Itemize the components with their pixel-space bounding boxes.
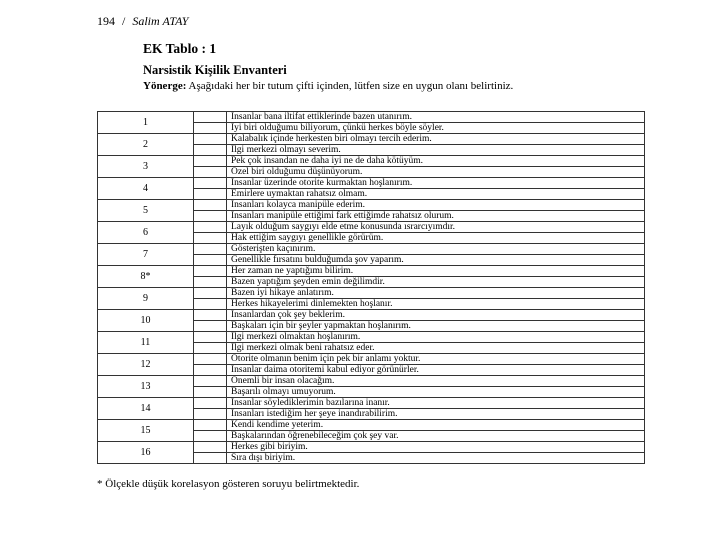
answer-box[interactable] (194, 398, 227, 409)
statement-text: İnsanları kolayca manipüle ederim. (227, 200, 645, 211)
table-row (98, 376, 645, 387)
statement-text: Başarılı olmayı umuyorum. (227, 387, 645, 398)
item-number: 15 (98, 420, 194, 442)
answer-box[interactable] (194, 167, 227, 178)
statement-text: İnsanlardan çok şey beklerim. (227, 310, 645, 321)
running-head (97, 14, 188, 29)
item-number: 5 (98, 200, 194, 222)
statement-text: İnsanlar üzerinde otorite kurmaktan hoşlanırım. (227, 178, 645, 189)
instruction-text: Aşağıdaki her bir tutum çifti içinden, lütfen size en uygun olanı belirtiniz. (188, 80, 514, 92)
statement-text: Genellikle fırsatını bulduğumda şov yaparım. (227, 255, 645, 266)
answer-box[interactable] (194, 431, 227, 442)
statement-text: İnsanlar daima otoritemi kabul ediyor görünürler. (227, 365, 645, 376)
table-row (98, 178, 645, 189)
statement-text: Hak ettiğim saygıyı genellikle görürüm. (227, 233, 645, 244)
statement-text: Herkes hikayelerimi dinlemekten hoşlanır. (227, 299, 645, 310)
statement-text: Emirlere uymaktan rahatsız olmam. (227, 189, 645, 200)
statement-text: Sıra dışı biriyim. (227, 453, 645, 464)
table-row (98, 134, 645, 145)
answer-box[interactable] (194, 288, 227, 299)
statement-text: İyi biri olduğumu biliyorum, çünkü herkes böyle söyler. (227, 123, 645, 134)
table-row (98, 222, 645, 233)
statement-text: Herkes gibi biriyim. (227, 442, 645, 453)
statement-text: Bazen yaptığım şeyden emin değilimdir. (227, 277, 645, 288)
answer-box[interactable] (194, 189, 227, 200)
item-number: 10 (98, 310, 194, 332)
item-number: 1 (98, 112, 194, 134)
table-row (98, 200, 645, 211)
answer-box[interactable] (194, 112, 227, 123)
item-number: 3 (98, 156, 194, 178)
answer-box[interactable] (194, 134, 227, 145)
answer-box[interactable] (194, 409, 227, 420)
table-row (98, 332, 645, 343)
answer-box[interactable] (194, 310, 227, 321)
item-number: 4 (98, 178, 194, 200)
answer-box[interactable] (194, 343, 227, 354)
answer-box[interactable] (194, 145, 227, 156)
table-row (98, 398, 645, 409)
answer-box[interactable] (194, 178, 227, 189)
table-title: EK Tablo : 1 (143, 41, 217, 56)
statement-text: Layık olduğum saygıyı elde etme konusunda ısrarcıyımdır. (227, 222, 645, 233)
answer-box[interactable] (194, 255, 227, 266)
statement-text: Pek çok insandan ne daha iyi ne de daha kötüyüm. (227, 156, 645, 167)
statement-text: İlgi merkezi olmak beni rahatsız eder. (227, 343, 645, 354)
answer-box[interactable] (194, 321, 227, 332)
statement-text: İlgi merkezi olmayı severim. (227, 145, 645, 156)
statement-text: İlgi merkezi olmaktan hoşlanırım. (227, 332, 645, 343)
answer-box[interactable] (194, 453, 227, 464)
statement-text: İnsanlar bana iltifat ettiklerinde bazen utanırım. (227, 112, 645, 123)
statement-text: İnsanları manipüle ettiğimi fark ettiğimde rahatsız olurum. (227, 211, 645, 222)
answer-box[interactable] (194, 365, 227, 376)
inventory-table-body (98, 112, 645, 464)
statement-text: Başkaları için bir şeyler yapmaktan hoşlanırım. (227, 321, 645, 332)
table-row (98, 310, 645, 321)
answer-box[interactable] (194, 222, 227, 233)
table-row (98, 156, 645, 167)
item-number: 6 (98, 222, 194, 244)
statement-text: Başkalarından öğrenebileceğim çok şey var. (227, 431, 645, 442)
answer-box[interactable] (194, 354, 227, 365)
item-number: 7 (98, 244, 194, 266)
item-number: 13 (98, 376, 194, 398)
statement-text: Kendi kendime yeterim. (227, 420, 645, 431)
answer-box[interactable] (194, 420, 227, 431)
table-row (98, 288, 645, 299)
statement-text: Gösterişten kaçınırım. (227, 244, 645, 255)
statement-text: Bazen iyi hikaye anlatırım. (227, 288, 645, 299)
table-row (98, 442, 645, 453)
item-number: 11 (98, 332, 194, 354)
answer-box[interactable] (194, 123, 227, 134)
statement-text: Her zaman ne yaptığımı bilirim. (227, 266, 645, 277)
table-row (98, 112, 645, 123)
item-number: 12 (98, 354, 194, 376)
answer-box[interactable] (194, 376, 227, 387)
answer-box[interactable] (194, 211, 227, 222)
answer-box[interactable] (194, 156, 227, 167)
statement-text: Otorite olmanın benim için pek bir anlamı yoktur. (227, 354, 645, 365)
item-number: 2 (98, 134, 194, 156)
page-number: 194 (97, 14, 115, 28)
statement-text: İnsanlar söylediklerimin bazılarına inanır. (227, 398, 645, 409)
item-number: 14 (98, 398, 194, 420)
answer-box[interactable] (194, 299, 227, 310)
author-name: Salim ATAY (132, 14, 189, 28)
statement-text: Özel biri olduğumu düşünüyorum. (227, 167, 645, 178)
answer-box[interactable] (194, 266, 227, 277)
answer-box[interactable] (194, 200, 227, 211)
statement-text: Önemli bir insan olacağım. (227, 376, 645, 387)
answer-box[interactable] (194, 442, 227, 453)
instruction-label: Yönerge: (143, 80, 187, 92)
table-row (98, 354, 645, 365)
item-number: 16 (98, 442, 194, 464)
table-row (98, 266, 645, 277)
answer-box[interactable] (194, 277, 227, 288)
item-number: 9 (98, 288, 194, 310)
inventory-title: Narsistik Kişilik Envanteri (143, 63, 287, 77)
inventory-table (97, 111, 645, 464)
statement-text: Kalabalık içinde herkesten biri olmayı tercih ederim. (227, 134, 645, 145)
header-separator: / (122, 14, 126, 28)
answer-box[interactable] (194, 332, 227, 343)
table-row (98, 244, 645, 255)
item-number: 8* (98, 266, 194, 288)
statement-text: İnsanları istediğim her şeye inandırabilirim. (227, 409, 645, 420)
instruction-paragraph (97, 79, 643, 93)
footnote: * Ölçekle düşük korelasyon gösteren soruyu belirtmektedir. (97, 478, 360, 490)
answer-box[interactable] (194, 233, 227, 244)
answer-box[interactable] (194, 244, 227, 255)
table-row (98, 420, 645, 431)
answer-box[interactable] (194, 387, 227, 398)
